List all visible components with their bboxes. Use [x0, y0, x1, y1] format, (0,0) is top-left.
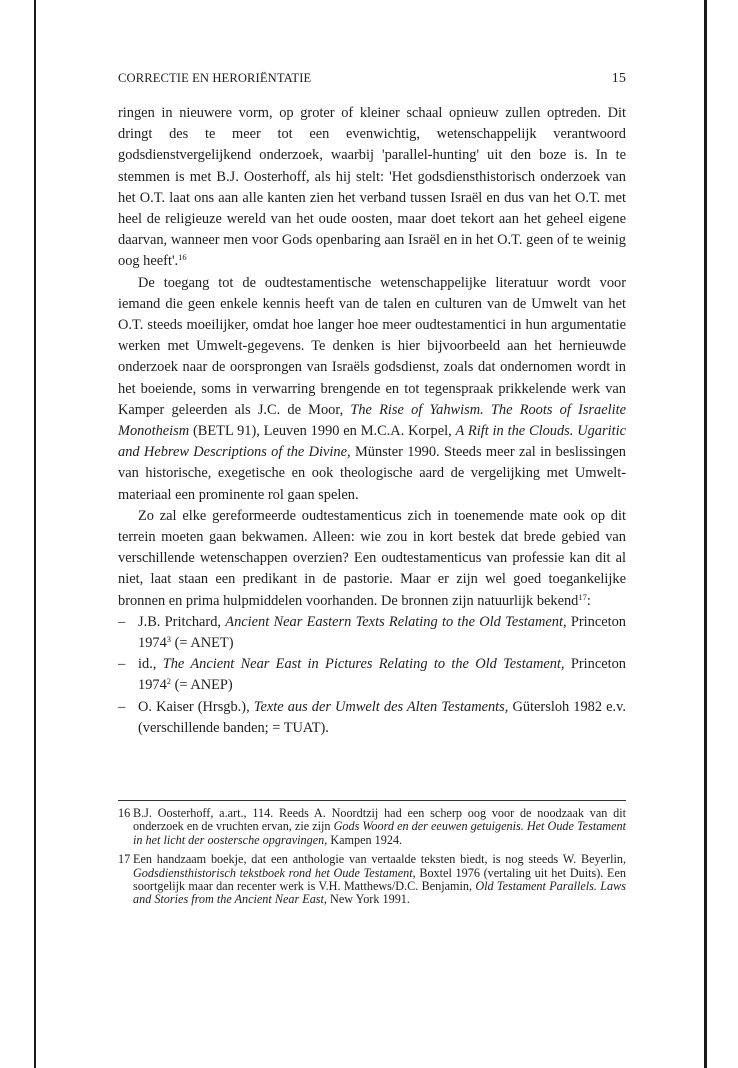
paragraph-3: [118, 506, 626, 612]
list-dash: –: [118, 613, 126, 630]
bib-abbr: (= ANET): [171, 635, 234, 652]
bib-title: Texte aus der Umwelt des Alten Testaments,: [253, 698, 509, 715]
paragraph-3-tail: :: [586, 592, 591, 609]
bibliography-item: [118, 654, 626, 696]
main-text: [118, 103, 626, 739]
book-title-rift-in-the-clouds: A Rift in the Clouds. Ugaritic and Hebrew Descriptions of the Divine,: [118, 423, 626, 461]
footnote-text: Kampen 1924.: [327, 832, 403, 847]
bib-edition: 3: [166, 634, 172, 645]
bib-author: J.B. Pritchard,: [138, 613, 226, 630]
scan-edge-left: [34, 0, 36, 1068]
footnote-divider: [118, 800, 626, 801]
running-title: CORRECTIE EN HERORIËNTATIE: [118, 71, 312, 85]
paragraph-3-text: Zo zal elke gereformeerde oudtestamenticus zich in toenemende mate ook op dit terrein moeten gaan bekwamen. Alleen: wie zou in kort bestek dat brede gebied van verschillende wetenschappen overzien? Een oudtestamenticus van professie kan dit al niet, laat staan een predikant in de pastorie. Maar er zijn wel goed toegankelijke bronnen en prima hulpmiddelen voorhanden. De bronnen zijn natuurlijk bekend: [118, 507, 626, 609]
footnote-book-title: Godsdiensthistorisch tekstboek rond het Oude Testament,: [133, 865, 416, 880]
footnote-16: [118, 807, 626, 847]
paragraph-2-text-a: De toegang tot de oudtestamentische wetenschappelijke literatuur wordt voor iemand die geen enkele kennis heeft van de talen en culturen van de Umwelt van het O.T. steeds moeilijker, omdat hoe langer hoe meer oudtestamentici in hun argumentatie werken met Umwelt-gegevens. Te denken is hier bijvoorbeeld aan het hernieuwde onderzoek naar de oorsprongen van Israëls godsdienst, zoals dat ondernomen wordt in het boeiende, soms in verwarring brengende en tot tegenspraak prikkelende werk van Kamper geleerden als J.C. de Moor,: [118, 274, 626, 418]
footnote-text: B.J. Oosterhoff, a.art., 114. Reeds A. Noordtzij had een scherp oog voor de noodzaak van dit onderzoek en de vruchten ervan, zie zijn: [133, 806, 626, 834]
paragraph-2-text-b: (BETL 91), Leuven 1990 en M.C.A. Korpel,: [189, 423, 456, 440]
bib-place: Princeton 1974: [138, 613, 627, 652]
footnote-number: 16: [118, 806, 131, 820]
bib-title: The Ancient Near East in Pictures Relating to the Old Testament,: [162, 656, 565, 673]
paragraph-2: [118, 273, 626, 506]
footnote-text: Een handzaam boekje, dat een anthologie van vertaalde teksten biedt, is nog steeds W. Beyerlin,: [133, 852, 626, 867]
footnotes: [118, 807, 626, 913]
bib-author: id.,: [138, 656, 163, 673]
footnote-book-title: Gods Woord en der eeuwen getuigenis. Het Oude Testament in het licht der oostersche opgravingen,: [133, 819, 626, 847]
running-header: [118, 71, 626, 91]
bib-title: Ancient Near Eastern Texts Relating to the Old Testament,: [225, 613, 567, 630]
footnote-17: [118, 853, 626, 907]
bib-place: Gütersloh 1982 e.v. (verschillende banden; = TUAT).: [138, 698, 627, 736]
footnote-ref-17: 17: [578, 591, 587, 602]
scan-edge-right: [704, 0, 707, 1068]
footnote-book-title: Old Testament Parallels. Laws and Stories from the Ancient Near East,: [133, 879, 626, 907]
bibliography-item: [118, 612, 626, 654]
bib-edition: 2: [166, 676, 172, 687]
paragraph-1-text: ringen in nieuwere vorm, op groter of kleiner schaal opnieuw zullen optreden. Dit dringt des te meer tot een evenwichtig, wetenschappelijk verantwoord godsdienstvergelijkend onderzoek, waarbij 'parallel-hunting' uit den boze is. In te stemmen is met B.J. Oosterhoff, als hij stelt: 'Het godsdiensthistorisch onderzoek van het O.T. laat ons aan alle kanten zien het verband tussen Israël en dus van het O.T. met heel de religieuze wereld van het oude oosten, maar doet tekort aan het geheel eigene daarvan, wanneer men voor Gods openbaring aan Israël en in het O.T. geen of te weinig oog heeft'.: [118, 105, 626, 270]
bibliography-list: [118, 612, 626, 739]
bibliography-item: [118, 697, 626, 739]
footnote-number: 17: [118, 852, 131, 867]
list-dash: –: [118, 698, 126, 715]
page-number: 15: [611, 71, 626, 86]
list-dash: –: [118, 656, 126, 673]
footnote-text: New York 1991.: [326, 892, 410, 907]
book-title-rise-of-yahwism: The Rise of Yahwism. The Roots of Israelite Monotheism: [118, 401, 626, 440]
bib-place: Princeton 1974: [138, 656, 626, 694]
bib-abbr: (= ANEP): [171, 677, 233, 694]
paragraph-1: [118, 103, 626, 273]
paragraph-2-text-c: Münster 1990. Steeds meer zal in beslissingen van historische, exegetische en ook theologische aard de vergelijking met Umwelt-materiaal een prominente rol gaan spelen.: [118, 444, 626, 503]
footnote-ref-16: 16: [178, 252, 187, 263]
footnote-text: Boxtel 1976 (vertaling uit het Duits). Een soortgelijk maar dan recenter werk is V.H. Matthews/D.C. Benjamin,: [133, 865, 626, 894]
bib-author: O. Kaiser (Hrsgb.),: [138, 698, 254, 715]
